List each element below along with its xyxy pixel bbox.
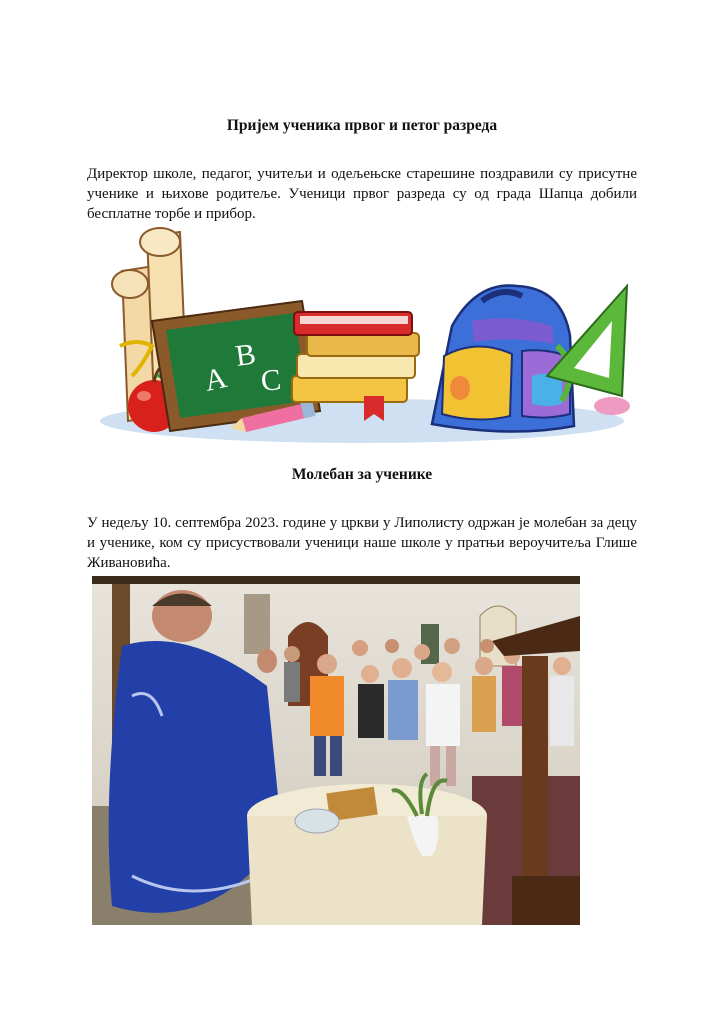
church-service-photo: [92, 576, 580, 925]
school-supplies-illustration: [92, 226, 632, 451]
section-body-prayer: У недељу 10. септембра 2023. године у цркви у Липолисту одржан је молебан за децу и ученике, ком су присуствовали ученици наше школе у пратњи вероучитеља Глише Живановића.: [87, 515, 637, 571]
section-title-prayer: Молебан за ученике: [291, 466, 433, 483]
altar-table: [247, 774, 487, 925]
board-letter-a: A: [201, 361, 230, 398]
backpack-icon: [432, 286, 574, 432]
section-title-welcome: Пријем ученика првог и петог разреда: [226, 117, 498, 134]
board-letter-c: C: [259, 363, 283, 398]
section-body-welcome: Директор школе, педагог, учитељи и одељењске старешине поздравили су присутне ученике и њихове родитеље. Ученици првог разреда су од града Шапца добили бесплатне торбе и прибор.: [87, 166, 637, 222]
board-letter-b: B: [233, 337, 258, 373]
